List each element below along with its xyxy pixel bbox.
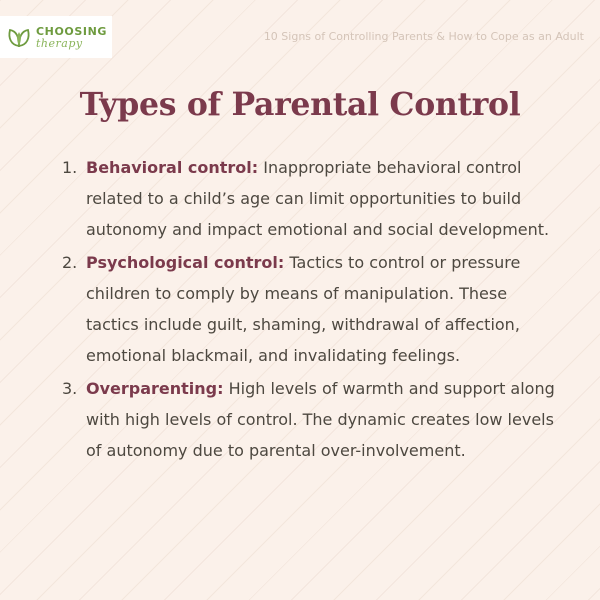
list-number: 3. <box>62 379 78 398</box>
article-title: 10 Signs of Controlling Parents & How to Cope as an Adult <box>263 30 584 43</box>
list-item-term: Behavioral control: <box>86 158 259 177</box>
list-item-body <box>86 152 562 245</box>
page-title: Types of Parental Control <box>79 86 521 123</box>
list-item-text: Inappropriate behavioral control related to a child’s age can limit opportunities to build autonomy and impact emotional and social development. <box>86 158 550 239</box>
list-item-body <box>86 247 562 371</box>
list-item <box>62 247 562 371</box>
list-number: 2. <box>62 253 78 272</box>
leaf-icon <box>6 26 32 48</box>
list-item <box>62 152 562 245</box>
control-types-list <box>62 152 562 468</box>
list-item <box>62 373 562 466</box>
list-item-term: Overparenting: <box>86 379 224 398</box>
logo-wordmark-choosing: CHOOSING <box>36 24 108 38</box>
logo-wordmark-therapy: therapy <box>36 36 83 50</box>
list-item-term: Psychological control: <box>86 253 285 272</box>
logo[interactable] <box>0 16 112 58</box>
list-item-body <box>86 373 562 466</box>
list-number: 1. <box>62 158 78 177</box>
list-item-text: High levels of warmth and support along with high levels of control. The dynamic creates low levels of autonomy due to parental over-involvement. <box>86 379 555 460</box>
list-item-text: Tactics to control or pressure children to comply by means of manipulation. These tactics include guilt, shaming, withdrawal of affection, emotional blackmail, and invalidating feelings. <box>86 253 521 365</box>
